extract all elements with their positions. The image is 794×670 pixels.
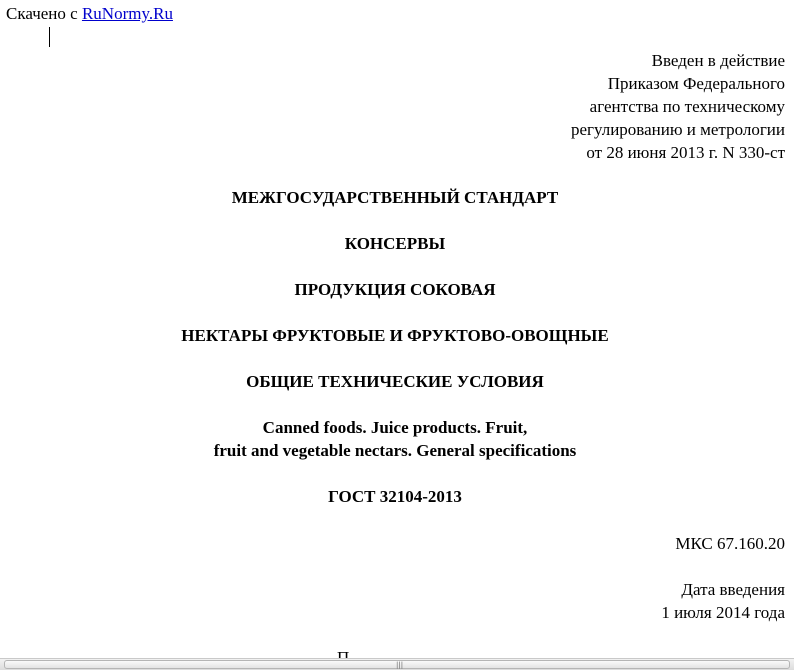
horizontal-scrollbar[interactable] <box>0 658 794 670</box>
scrollbar-thumb[interactable] <box>4 660 790 669</box>
introduction-date-block <box>661 578 785 624</box>
mks-code: МКС 67.160.20 <box>675 534 785 553</box>
gost-number: ГОСТ 32104-2013 <box>328 487 462 506</box>
downloaded-prefix: Скачено с <box>6 4 78 23</box>
standard-type-heading: МЕЖГОСУДАРСТВЕННЫЙ СТАНДАРТ <box>231 188 559 207</box>
enactment-line: регулированию и метрологии <box>570 120 785 139</box>
introduction-date-value: 1 июля 2014 года <box>661 603 785 622</box>
title-line-nectars: НЕКТАРЫ ФРУКТОВЫЕ И ФРУКТОВО-ОВОЩНЫЕ <box>181 326 609 345</box>
english-title-line-2: fruit and vegetable nectars. General specifications <box>213 441 577 460</box>
download-source-line <box>6 4 173 24</box>
grip-icon: ||| <box>396 661 404 669</box>
enactment-line: агентства по техническому <box>589 97 785 116</box>
title-line-canned: КОНСЕРВЫ <box>344 234 446 253</box>
enactment-line: Приказом Федерального <box>607 74 785 93</box>
enactment-note <box>571 49 785 164</box>
source-link[interactable]: RuNormy.Ru <box>81 4 173 23</box>
introduction-date-label: Дата введения <box>681 580 785 599</box>
english-title-line-1: Canned foods. Juice products. Fruit, <box>262 418 528 437</box>
text-caret <box>49 27 50 47</box>
title-line-general-specs: ОБЩИЕ ТЕХНИЧЕСКИЕ УСЛОВИЯ <box>246 372 544 391</box>
enactment-line: Введен в действие <box>651 51 785 70</box>
title-line-juice-products: ПРОДУКЦИЯ СОКОВАЯ <box>294 280 496 299</box>
enactment-line: от 28 июня 2013 г. N 330-ст <box>586 143 785 162</box>
